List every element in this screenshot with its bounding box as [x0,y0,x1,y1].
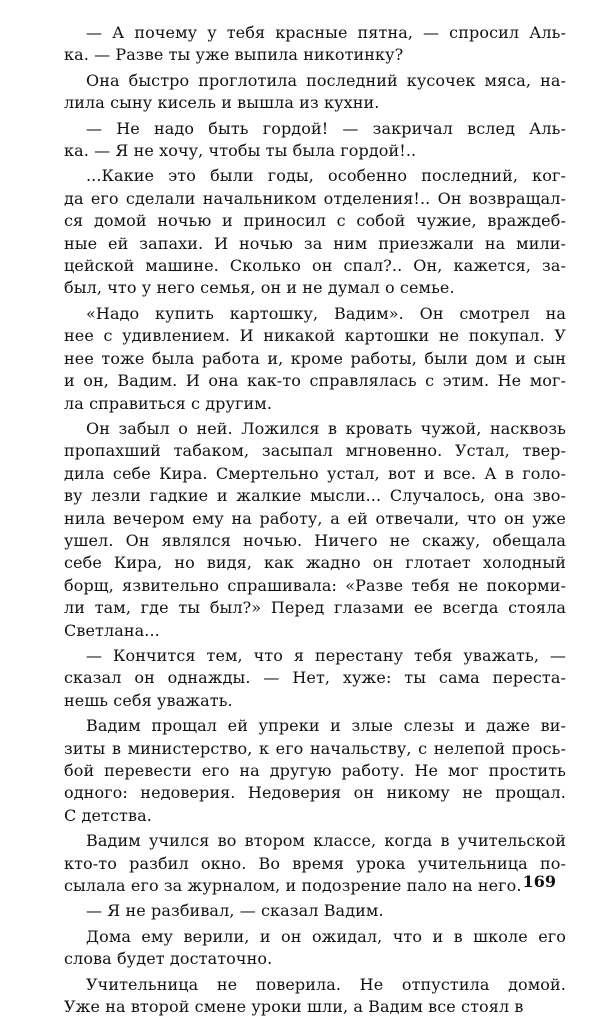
text-line: — Кончится тем, что я перестану тебя уважать, — [86,645,566,665]
paragraph [64,974,566,1019]
text-line: нила вечером ему на работу, а ей отвечали, что он уже [64,508,566,528]
text-line: одного: недоверия. Недоверия он никому не прощал. [64,783,566,803]
paragraph [64,165,566,299]
paragraph [64,900,566,922]
paragraph [64,118,566,163]
text-line: Он забыл о ней. Ложился в кровать чужой, насквозь [86,418,566,438]
text-line: пропахший табаком, засыпал мгновенно. Устал, твер- [64,441,566,461]
text-line: Вадим учился во втором классе, когда в учительской [86,831,566,851]
text-line: сылала его за журналом, и подозрение пало на него. [64,876,522,896]
text-line: Светлана... [64,620,160,640]
text-line: Дома ему верили, и он ожидал, что и в школе его [86,926,566,946]
text-line: ся домой ночью и приносил с собой чужие, враждеб- [64,211,566,231]
text-line: нешь себя уважать. [64,690,233,710]
text-line: ли там, где ты был?» Перед глазами ее всегда стояла [64,598,566,618]
text-line: ву лезли гадкие и жалкие мысли... Случалось, она зво- [64,486,566,506]
text-line: — Я не разбивал, — сказал Вадим. [86,901,384,921]
text-line: — Не надо быть гордой! — закричал вслед Аль- [86,118,566,138]
text-line: кто-то разбил окно. Во время урока учительница по- [64,853,566,873]
text-line: да его сделали начальником отделения!.. Он возвращал- [64,188,566,208]
paragraph [64,303,566,415]
text-line: ка. — Я не хочу, чтобы ты была гордой!.. [64,141,417,161]
paragraph [64,70,566,115]
text-line: ла справиться с другим. [64,393,273,413]
text-line: нее тоже была работа и, кроме работы, были дом и сын [64,348,566,368]
paragraph [64,22,566,67]
text-line: зиты в министерство, к его начальству, с нелепой прось- [64,738,566,758]
text-line: Учительница не поверила. Не отпустила домой. [86,974,566,994]
text-line: Она быстро проглотила последний кусочек мяса, на- [86,70,566,90]
text-line: ка. — Разве ты уже выпила никотинку? [64,45,404,65]
paragraph [64,830,566,897]
text-line: цейской машине. Сколько он спал?.. Он, кажется, за- [64,256,566,276]
page-body-text [64,22,566,1021]
text-line: себе Кира, но видя, как жадно он глотает холодный [64,553,566,573]
paragraph [64,418,566,642]
text-line: Уже на второй смене уроки шли, а Вадим все стоял в [64,997,524,1017]
text-line: слова будет достаточно. [64,949,273,969]
text-line: лила сыну кисель и вышла из кухни. [64,93,380,113]
text-line: «Надо купить картошку, Вадим». Он смотрел на [86,303,566,323]
paragraph [64,645,566,712]
text-line: дила себе Кира. Смертельно устал, вот и все. А в голо- [64,463,566,483]
text-line: — А почему у тебя красные пятна, — спросил Аль- [86,23,566,42]
text-line: и он, Вадим. И она как-то справлялась с этим. Не мог- [64,371,566,391]
paragraph [64,715,566,827]
text-line: сказал он однажды. — Нет, хуже: ты сама переста- [64,668,566,688]
text-line: борщ, язвительно спрашивала: «Разве тебя не покорми- [64,575,566,595]
text-line: нее с удивлением. И никакой картошки не покупал. У [64,326,566,346]
text-line: ...Какие это были годы, особенно последний, ког- [86,166,566,186]
text-line: ушел. Он являлся ночью. Ничего не скажу, обещала [64,530,566,550]
text-line: Вадим прощал ей упреки и злые слезы и даже ви- [86,716,566,736]
paragraph [64,926,566,971]
text-line: ные ей запахи. И ночью за ним приезжали на мили- [64,233,566,253]
text-line: был, что у него семья, он и не думал о семье. [64,278,455,298]
text-line: С детства. [64,805,152,825]
text-line: бой перевести его на другую работу. Не мог простить [64,761,566,780]
page-number: 169 [522,872,556,891]
